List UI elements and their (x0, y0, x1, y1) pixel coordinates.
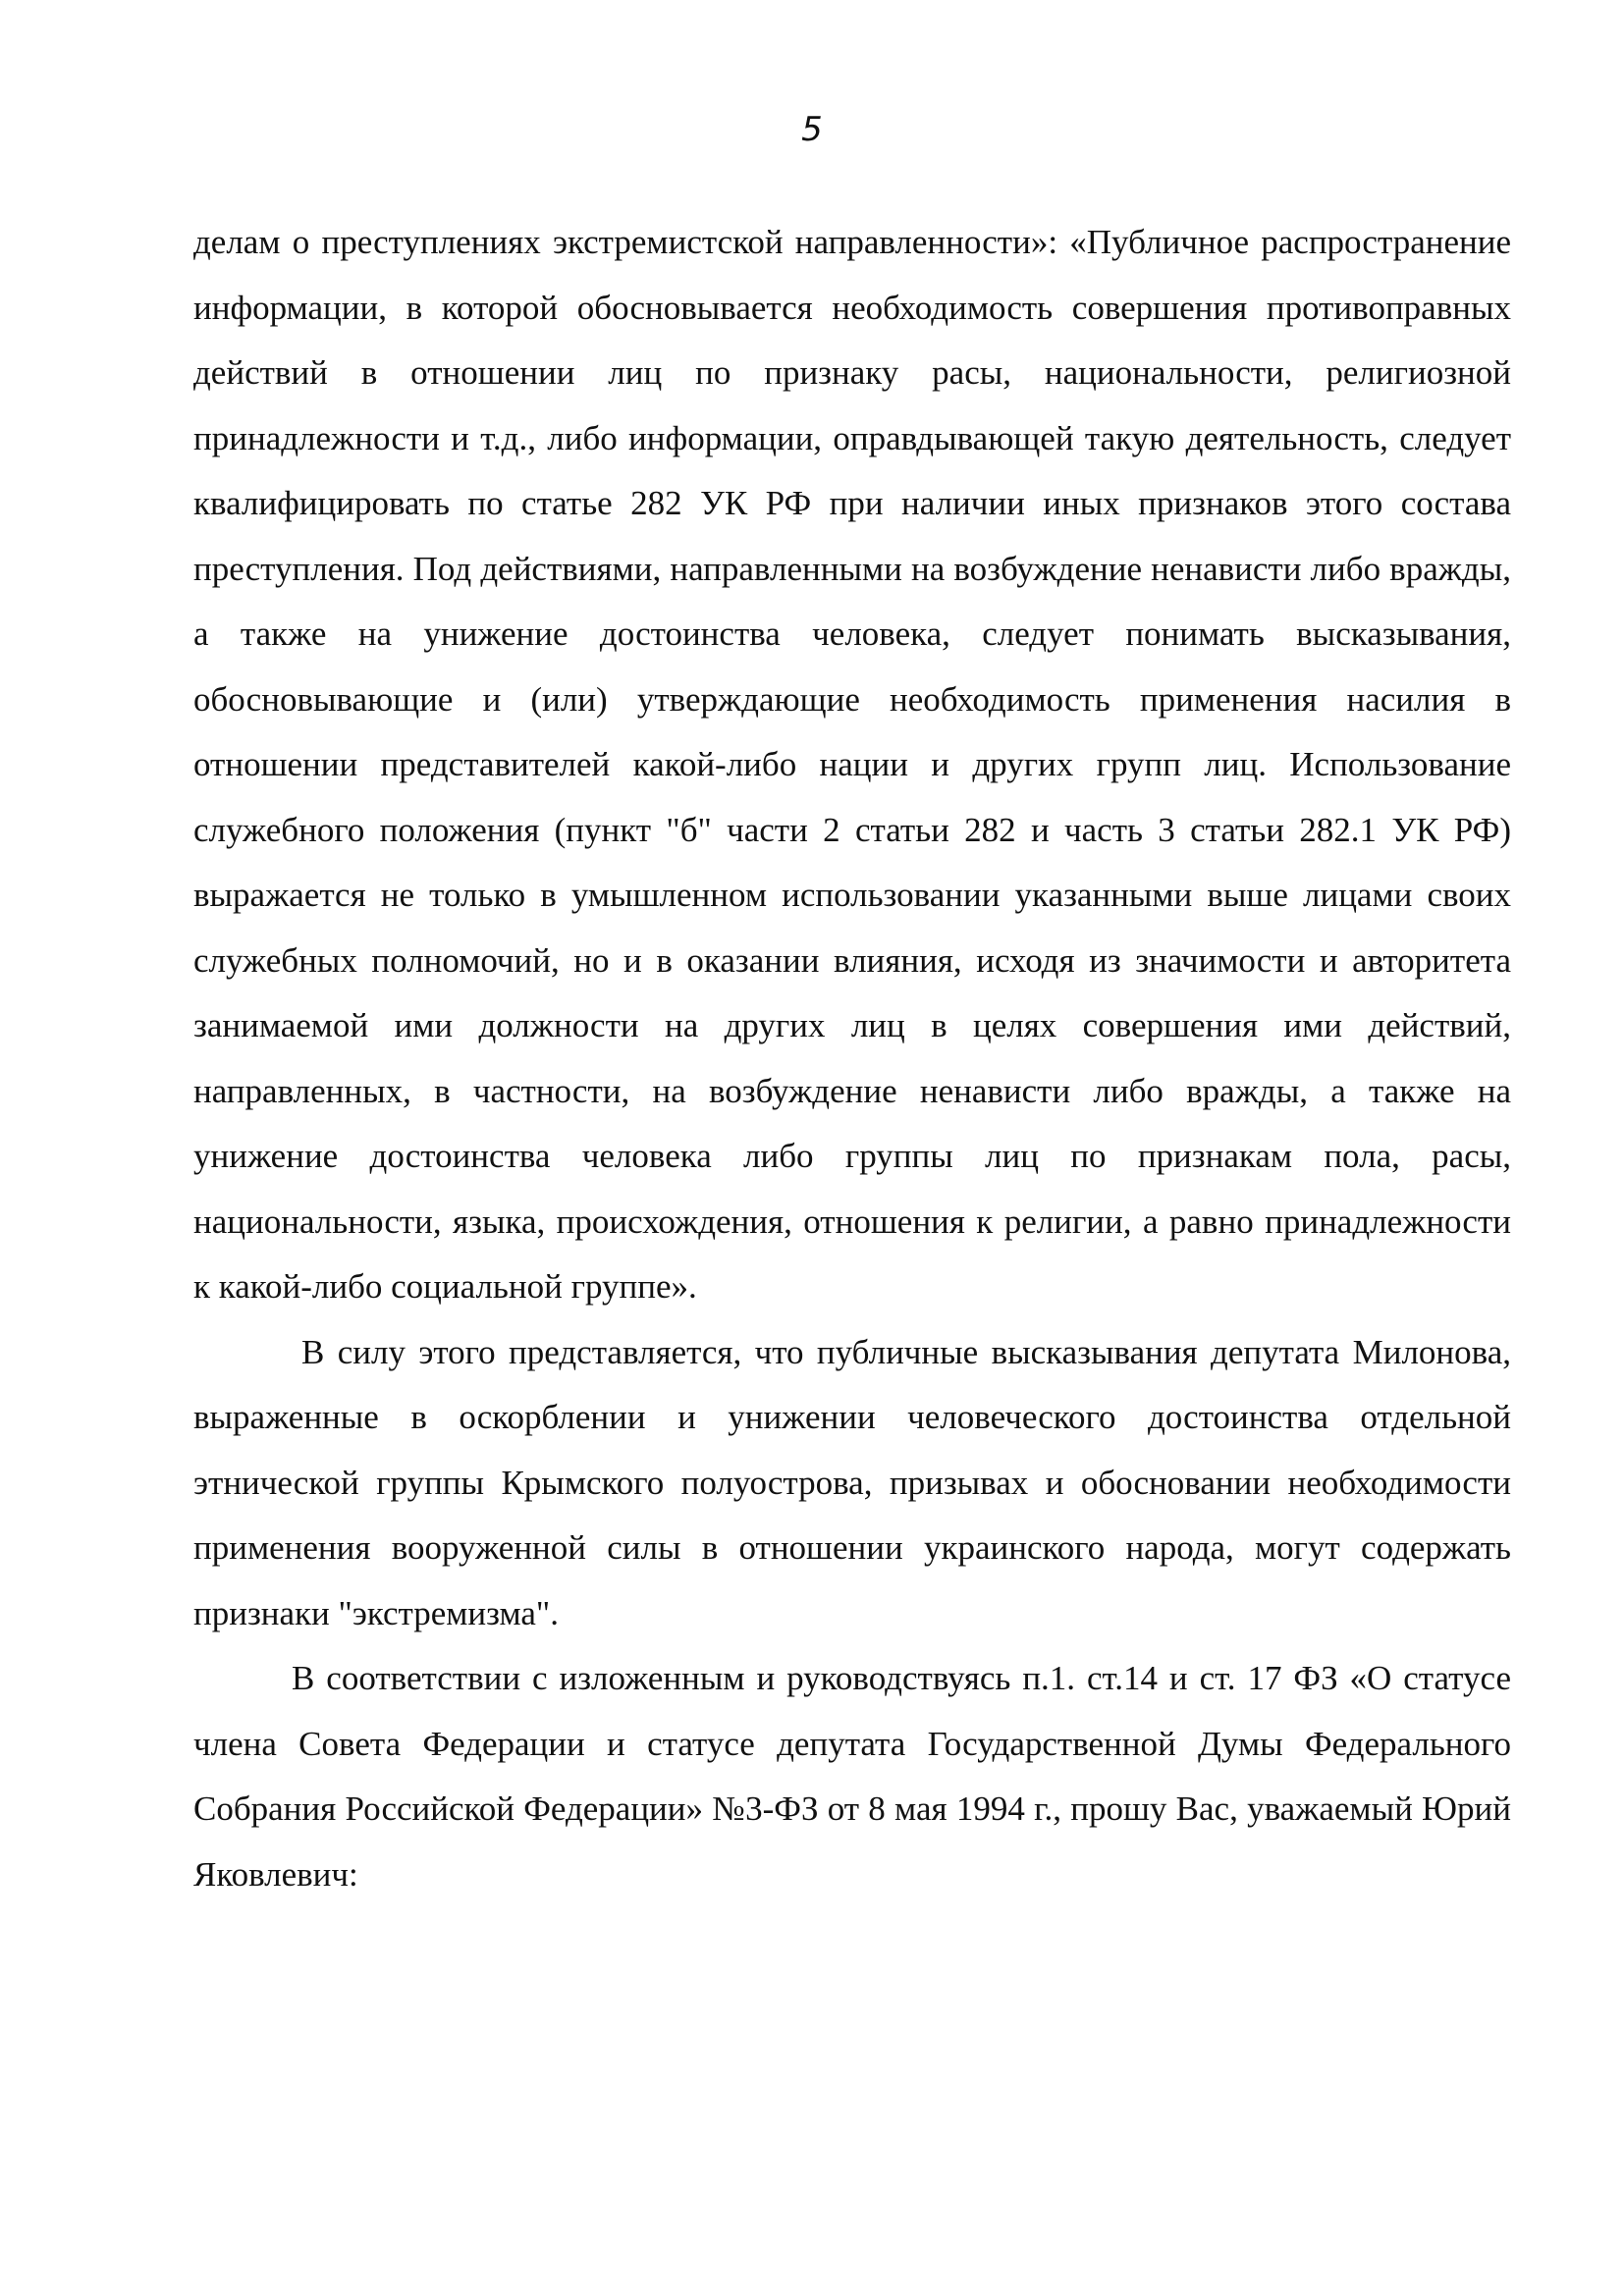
paragraph-request: В соответствии с изложенным и руководствуясь п.1. ст.14 и ст. 17 ФЗ «О статусе члена Совета Федерации и статусе депутата Государственной Думы Федерального Собрания Российской Федерации» №3-ФЗ от 8 мая 1994 г., прошу Вас, уважаемый Юрий Яковлевич: (193, 1659, 1511, 1894)
document-body (193, 210, 1511, 1907)
paragraph-continuation: делам о преступлениях экстремистской направленности»: «Публичное распространение информации, в которой обосновывается необходимость совершения противоправных действий в отношении лиц по признаку расы, национальности, религиозной принадлежности и т.д., либо информации, оправдывающей такую деятельность, следует квалифицировать по статье 282 УК РФ при наличии иных признаков этого состава преступления. Под действиями, направленными на возбуждение ненависти либо вражды, а также на унижение достоинства человека, следует понимать высказывания, обосновывающие и (или) утверждающие необходимость применения насилия в отношении представителей какой-либо нации и других групп лиц. Использование служебного положения (пункт "б" части 2 статьи 282 и часть 3 статьи 282.1 УК РФ) выражается не только в умышленном использовании указанными выше лицами своих служебных полномочий, но и в оказании влияния, исходя из значимости и авторитета занимаемой ими должности на других лиц в целях совершения ими действий, направленных, в частности, на возбуждение ненависти либо вражды, а также на унижение достоинства человека либо группы лиц по признакам пола, расы, национальности, языка, происхождения, отношения к религии, а равно принадлежности к какой-либо социальной группе». (193, 223, 1511, 1306)
page-number: 5 (801, 110, 823, 149)
paragraph-conclusion: В силу этого представляется, что публичные высказывания депутата Милонова, выраженные в оскорблении и унижении человеческого достоинства отдельной этнической группы Крымского полуострова, призывах и обосновании необходимости применения вооруженной силы в отношении украинского народа, могут содержать признаки "экстремизма". (193, 1332, 1511, 1632)
